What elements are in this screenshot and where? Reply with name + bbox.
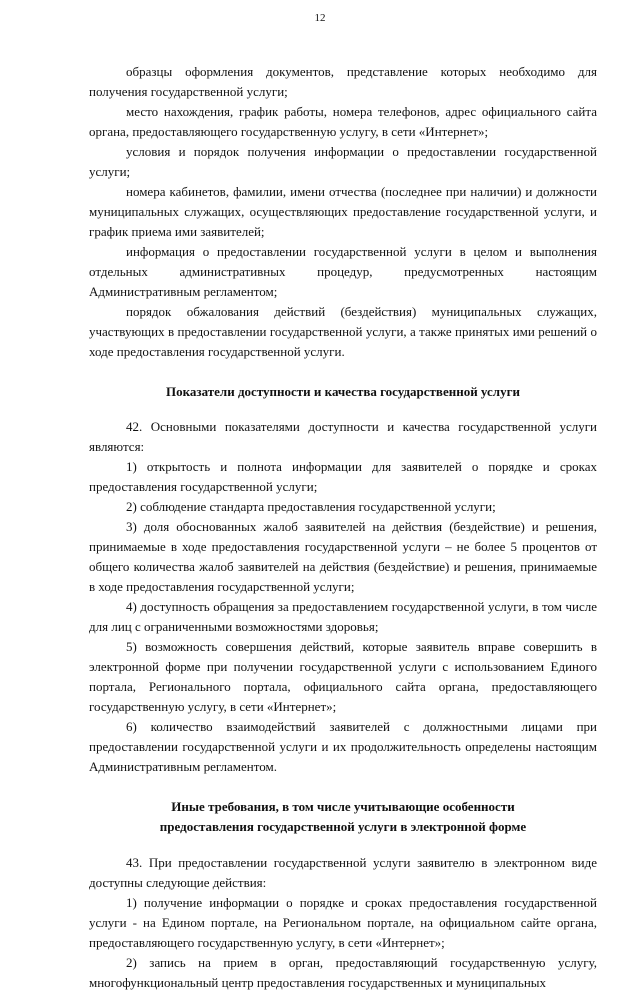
paragraph: 4) доступность обращения за предоставлением государственной услуги, в том числе для лиц с ограниченными возможностями здоровья; — [89, 599, 597, 634]
section-heading-other-requirements: Иные требования, в том числе учитывающие особенности — [171, 799, 515, 814]
paragraph: 43. При предоставлении государственной услуги заявителю в электронном виде доступны следующие действия: — [89, 855, 597, 890]
paragraph: 2) соблюдение стандарта предоставления государственной услуги; — [126, 499, 496, 514]
section-heading-accessibility: Показатели доступности и качества государственной услуги — [165, 384, 520, 399]
paragraph: 1) открытость и полнота информации для заявителей о порядке и сроках предоставления государственной услуги; — [89, 459, 597, 494]
paragraph: 1) получение информации о порядке и сроках предоставления государственной услуги - на Едином портале, на Региональном портале, на официальном сайте органа, предоставляющего государственную услугу, в сети «Интернет»; — [89, 895, 597, 950]
paragraph: 5) возможность совершения действий, которые заявитель вправе совершить в электронной форме при получении государственной услуги с использованием Единого портала, Регионального портала, официального сайта органа, предоставляющего государственную услугу, в сети «Интернет»; — [89, 639, 597, 714]
paragraph: информация о предоставлении государственной услуги в целом и выполнения отдельных административных процедур, предусмотренных настоящим Административным регламентом; — [89, 244, 597, 299]
paragraph: 3) доля обоснованных жалоб заявителей на действия (бездействие) и решения, принимаемые в ходе предоставления государственной услуги – не более 5 процентов от общего количества жалоб заявителей на действия (бездействие) и решения, принимаемые в ходе предоставления государственной услуги; — [89, 519, 597, 594]
paragraph: порядок обжалования действий (бездействия) муниципальных служащих, участвующих в предоставлении государственной услуги, а также принятых ими решений о ходе предоставления государственной услуги. — [89, 304, 597, 359]
paragraph: 2) запись на прием в орган, предоставляющий государственную услугу, многофункциональный центр предоставления государственных и муниципальных — [89, 955, 597, 990]
document-body — [89, 62, 597, 993]
paragraph: 6) количество взаимодействий заявителей с должностными лицами при предоставлении государственной услуги и их продолжительность определены настоящим Административным регламентом. — [89, 719, 597, 774]
page-number: 12 — [314, 12, 326, 24]
paragraph: образцы оформления документов, представление которых необходимо для получения государственной услуги; — [89, 64, 597, 99]
paragraph: условия и порядок получения информации о предоставлении государственной услуги; — [89, 144, 597, 179]
paragraph: 42. Основными показателями доступности и качества государственной услуги являются: — [89, 419, 597, 454]
paragraph: место нахождения, график работы, номера телефонов, адрес официального сайта органа, предоставляющего государственную услугу, в сети «Интернет»; — [89, 104, 597, 139]
paragraph: номера кабинетов, фамилии, имени отчества (последнее при наличии) и должности муниципальных служащих, осуществляющих предоставление государственной услуги, и график приема ими заявителей; — [89, 184, 597, 239]
section-heading-other-requirements-line2: предоставления государственной услуги в электронной форме — [159, 819, 527, 834]
